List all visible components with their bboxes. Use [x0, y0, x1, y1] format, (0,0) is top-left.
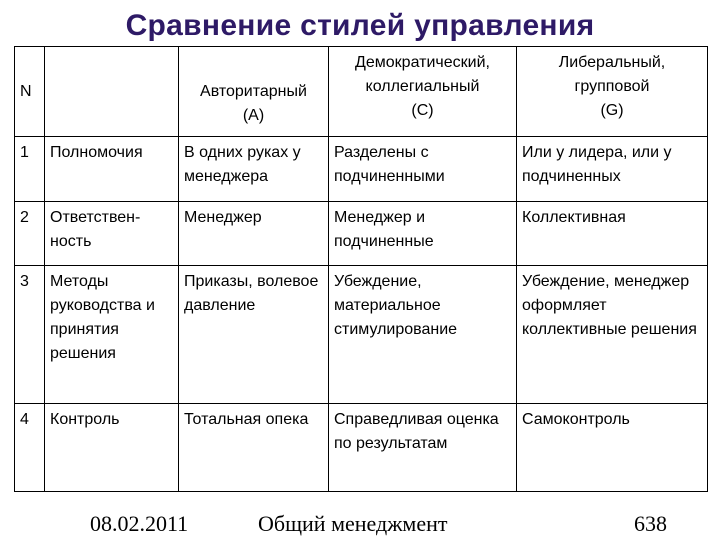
- row-number: 4: [15, 404, 45, 492]
- header-democratic-line1: Демократический,: [355, 54, 490, 71]
- row-liberal: Убеждение, менеджер оформляет коллективные решения: [517, 266, 708, 404]
- row-democratic: Справедливая оценка по результатам: [329, 404, 517, 492]
- row-authoritarian: В одних руках у менеджера: [179, 137, 329, 202]
- row-number: 2: [15, 202, 45, 266]
- row-democratic: Разделены с подчиненными: [329, 137, 517, 202]
- footer-page-number: 638: [634, 511, 667, 536]
- row-authoritarian: Менеджер: [179, 202, 329, 266]
- header-authoritarian-code: (A): [242, 107, 265, 124]
- table-row: [15, 404, 708, 492]
- comparison-table: [14, 46, 708, 492]
- header-democratic-code: (С): [411, 102, 434, 119]
- row-democratic: Менеджер и подчиненные: [329, 202, 517, 266]
- row-criterion: Контроль: [45, 404, 179, 492]
- header-democratic-line2: коллегиальный: [365, 78, 480, 95]
- header-authoritarian: [179, 47, 329, 137]
- table-row: [15, 202, 708, 266]
- header-liberal-line1: Либеральный,: [558, 54, 666, 71]
- row-criterion: Полномочия: [45, 137, 179, 202]
- row-authoritarian: Приказы, волевое давление: [179, 266, 329, 404]
- row-authoritarian: Тотальная опека: [179, 404, 329, 492]
- table-row: [15, 137, 708, 202]
- slide-title: Сравнение стилей управления: [125, 9, 595, 42]
- footer-course-title: Общий менеджмент: [258, 511, 448, 536]
- footer-date: 08.02.2011: [90, 511, 189, 536]
- header-criterion: [45, 47, 179, 137]
- header-liberal-line2: групповой: [574, 78, 650, 95]
- row-democratic: Убеждение, материальное стимулирование: [329, 266, 517, 404]
- row-number: 1: [15, 137, 45, 202]
- row-liberal: Самоконтроль: [517, 404, 708, 492]
- header-row: [15, 47, 708, 137]
- header-number: N: [15, 47, 45, 137]
- header-authoritarian-name: Авторитарный: [200, 83, 307, 100]
- row-criterion: Методы руководства и принятия решения: [45, 266, 179, 404]
- header-liberal: [517, 47, 708, 137]
- table-row: [15, 266, 708, 404]
- header-liberal-code: (G): [600, 102, 624, 119]
- row-liberal: Или у лидера, или у подчиненных: [517, 137, 708, 202]
- row-criterion: Ответствен-ность: [45, 202, 179, 266]
- header-democratic: [329, 47, 517, 137]
- row-number: 3: [15, 266, 45, 404]
- row-liberal: Коллективная: [517, 202, 708, 266]
